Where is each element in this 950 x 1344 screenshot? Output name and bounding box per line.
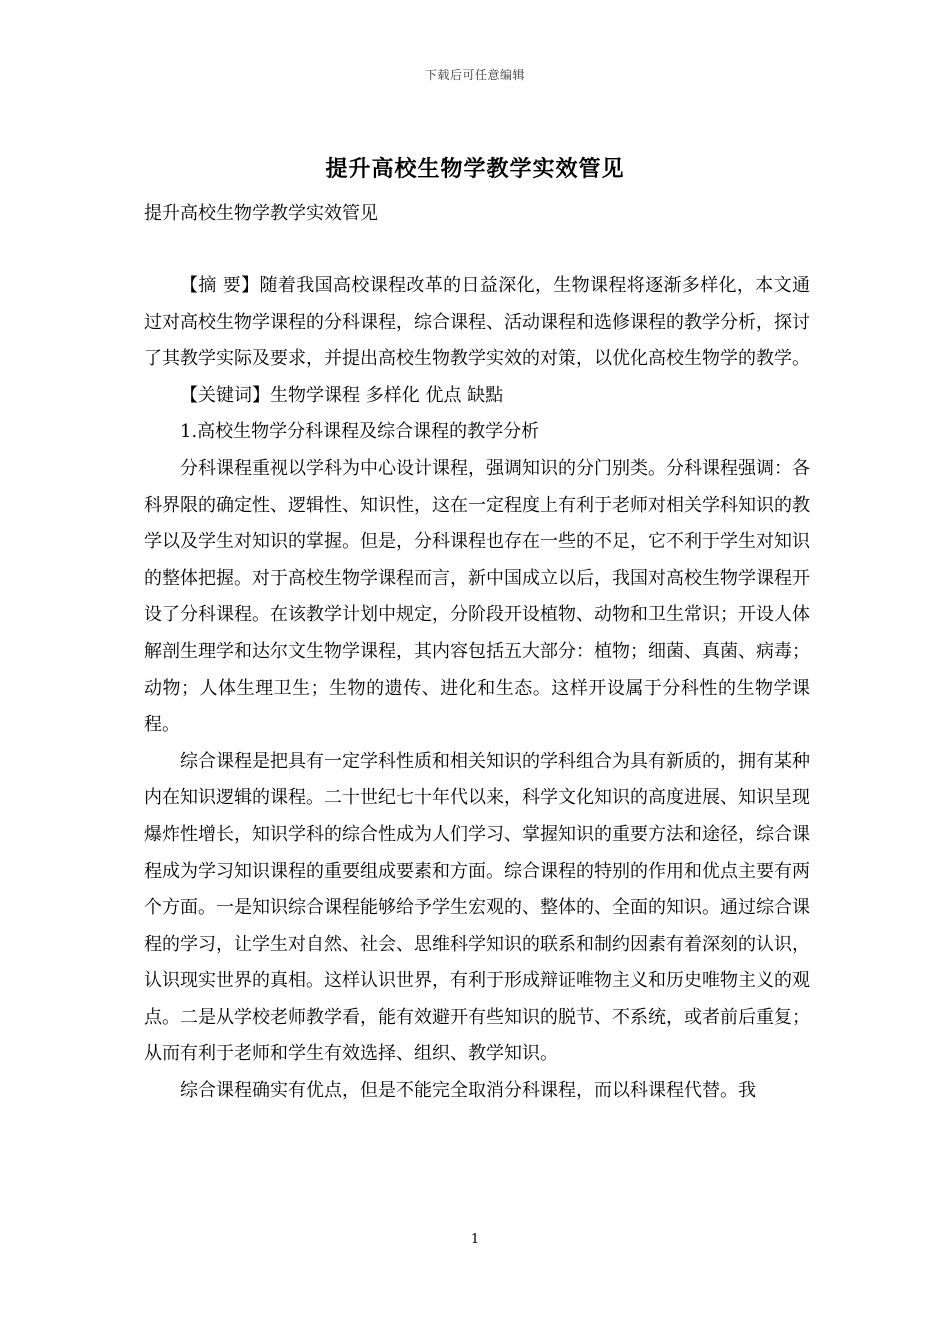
keywords-paragraph: 【关键词】生物学课程 多样化 优点 缺點 xyxy=(180,384,504,406)
body-paragraph: 综合课程确实有优点，但是不能完全取消分科课程，而以科课程代替。我 xyxy=(180,1080,756,1102)
document-subtitle: 提升高校生物学教学实效管见 xyxy=(144,203,378,224)
document-body xyxy=(144,196,810,1110)
document-title: 提升高校生物学教学实效管见 xyxy=(325,156,625,182)
blank-line xyxy=(144,232,810,268)
body-paragraph: 分科课程重视以学科为中心设计课程，强调知识的分门别类。分科课程强调：各科界限的确定性、逻辑性、知识性，这在一定程度上有利于老师对相关学科知识的教学以及学生对知识的掌握。但是，分科课程也存在一些的不足，它不利于学生对知识的整体把握。对于高校生物学课程而言，新中国成立以后，我国对高校生物学课程开设了分科课程。在该教学计划中规定，分阶段开设植物、动物和卫生常识；开设人体解剖生理学和达尔文生物学课程，其内容包括五大部分：植物；细菌、真菌、病毒；动物；人体生理卫生；生物的遗传、进化和生态。这样开设属于分科性的生物学课程。 xyxy=(144,457,810,736)
header-note: 下载后可任意编辑 xyxy=(424,68,525,82)
section-heading: 1.高校生物学分科课程及综合课程的教学分析 xyxy=(180,421,540,443)
body-paragraph: 综合课程是把具有一定学科性质和相关知识的学科组合为具有新质的，拥有某种内在知识逻辑的课程。二十世纪七十年代以来，科学文化知识的高度进展、知识呈现爆炸性增长，知识学科的综合性成为人们学习、掌握知识的重要方法和途径，综合课程成为学习知识课程的重要组成要素和方面。综合课程的特别的作用和优点主要有两个方面。一是知识综合课程能够给予学生宏观的、整体的、全面的知识。通过综合课程的学习，让学生对自然、社会、思维科学知识的联系和制约因素有着深刻的认识，认识现实世界的真相。这样认识世界，有利于形成辩证唯物主义和历史唯物主义的观点。二是从学校老师教学看，能有效避开有些知识的脱节、不系统，或者前后重复；从而有利于老师和学生有效选择、组织、教学知识。 xyxy=(144,750,810,1065)
abstract-paragraph: 【摘 要】随着我国高校课程改革的日益深化，生物课程将逐渐多样化，本文通过对高校生物学课程的分科课程，综合课程、活动课程和选修课程的教学分析，探讨了其教学实际及要求，并提出高校生物教学实效的对策，以优化高校生物学的教学。 xyxy=(144,275,810,370)
page-number: 1 xyxy=(470,1232,480,1247)
